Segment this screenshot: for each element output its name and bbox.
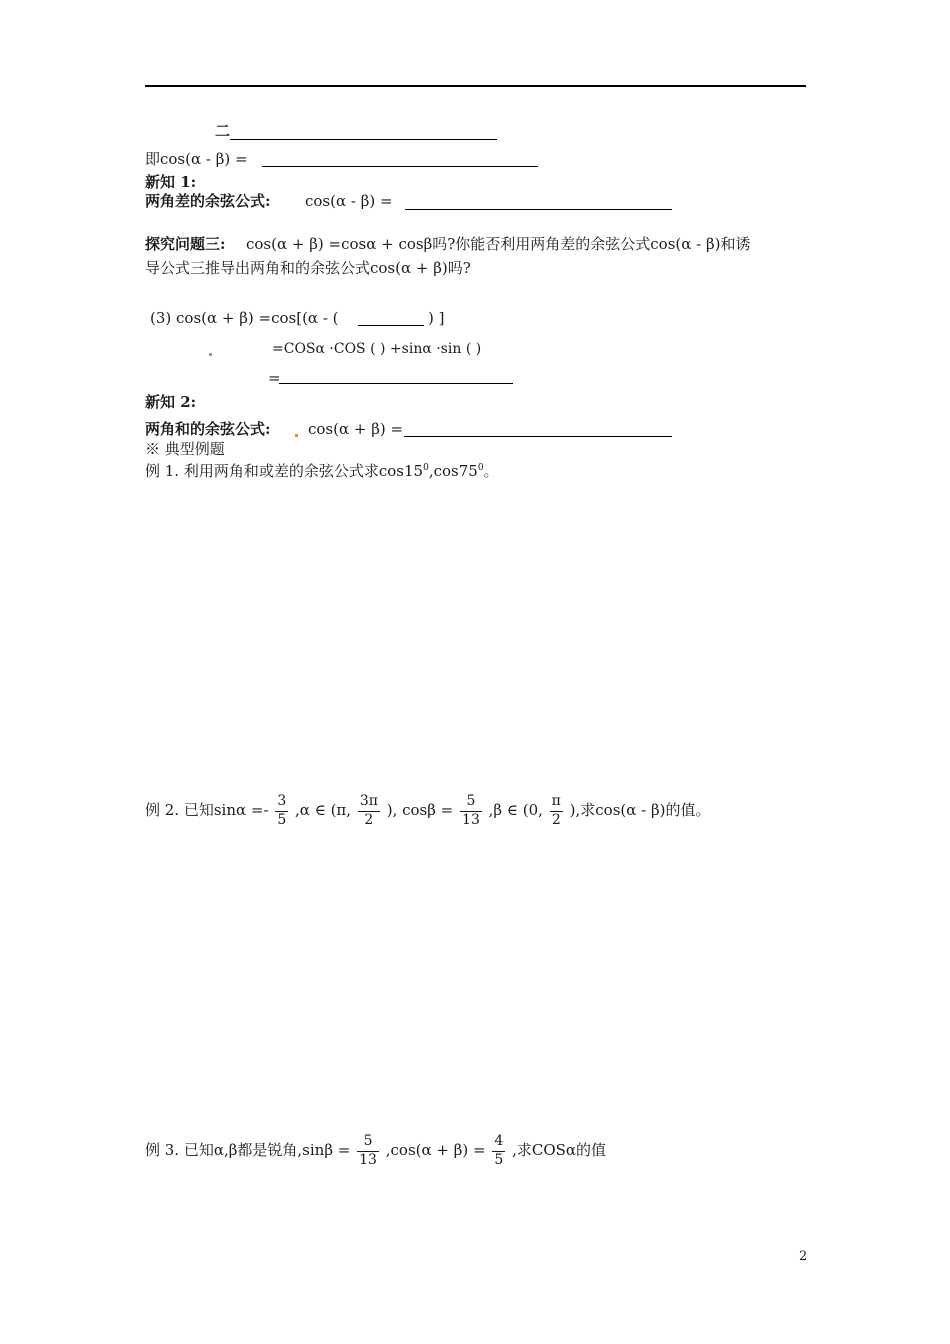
ex2-part-4: ,β ∈ (0, [488, 801, 543, 819]
ex2-part-5: ),求cos(α - β)的值。 [569, 801, 711, 819]
example-2 [145, 793, 711, 829]
ex2-part-3: ), cosβ = [386, 801, 454, 819]
xinzhi2-blank [404, 436, 672, 437]
ex2-fraction-1: $\frac{3}{5}$ [277, 793, 287, 828]
ji-blank [262, 166, 538, 167]
example-1 [145, 464, 499, 479]
ex2-part-1: 例 2. 已知sinα =- [145, 801, 269, 819]
xinzhi2-label: 新知 2: [145, 393, 197, 411]
orange-mark-1 [209, 353, 212, 356]
ex1-degree-2: 0 [477, 463, 484, 473]
step3-line-1-end: ) ] [428, 309, 445, 327]
ex3-fraction-2: $\frac{4}{5}$ [494, 1133, 504, 1168]
xinzhi2-formula: cos(α + β) = [308, 420, 404, 438]
ex1-degree-1: 0 [423, 463, 429, 473]
header-rule [145, 85, 806, 87]
ex3-part-1: 例 3. 已知α,β都是锐角,sinβ = [145, 1141, 351, 1159]
ex1-prefix: 例 1. 利用两角和或差的余弦公式求 [145, 462, 379, 480]
xinzhi1-label: 新知 1: [145, 173, 197, 191]
top-fragment: 二 [215, 122, 231, 140]
ex1-sep: , [428, 462, 434, 480]
ex3-fraction-1: $\frac{5}{13}$ [359, 1133, 377, 1168]
ex1-end: 。 [483, 462, 499, 480]
step3-line-2: =COSα ·COS ( ) +sinα ·sin ( ) [272, 341, 482, 357]
tanjiu-text-2: 导公式三推导出两角和的余弦公式cos(α + β)吗? [145, 259, 471, 277]
ex2-fraction-2: $\frac{3\pi}{2}$ [359, 793, 378, 828]
example-3 [145, 1133, 606, 1169]
ex2-part-2: ,α ∈ (π, [295, 801, 352, 819]
xinzhi1-blank [405, 209, 672, 210]
ex2-fraction-3: $\frac{5}{13}$ [462, 793, 480, 828]
ji-line: 即cos(α - β) = [145, 150, 248, 168]
ex1-cos15: cos15 [378, 462, 424, 480]
ex3-part-2: ,cos(α + β) = [385, 1141, 486, 1159]
ex1-cos75: cos75 [433, 462, 478, 480]
step3-line-1: (3) cos(α + β) =cos[(α - ( [150, 309, 339, 327]
dianxing-heading: ※ 典型例题 [145, 440, 225, 458]
ex3-part-3: ,求COSα的值 [512, 1141, 607, 1159]
orange-mark-2 [295, 434, 298, 437]
step3-line-3: = [268, 369, 281, 387]
page-number: 2 [799, 1249, 808, 1264]
tanjiu-label: 探究问题三: [145, 235, 226, 253]
xinzhi1-formula: cos(α - β) = [305, 192, 393, 210]
top-fragment-blank [230, 139, 497, 140]
xinzhi2-title: 两角和的余弦公式: [145, 420, 271, 438]
xinzhi1-title: 两角差的余弦公式: [145, 192, 271, 210]
step3-blank-2 [279, 383, 513, 384]
tanjiu-text-1: cos(α + β) =cosα + cosβ吗?你能否利用两角差的余弦公式cos(α - β)和诱 [246, 235, 751, 253]
ex2-fraction-4: $\frac{\pi}{2}$ [551, 793, 561, 828]
step3-blank-1 [358, 325, 424, 326]
